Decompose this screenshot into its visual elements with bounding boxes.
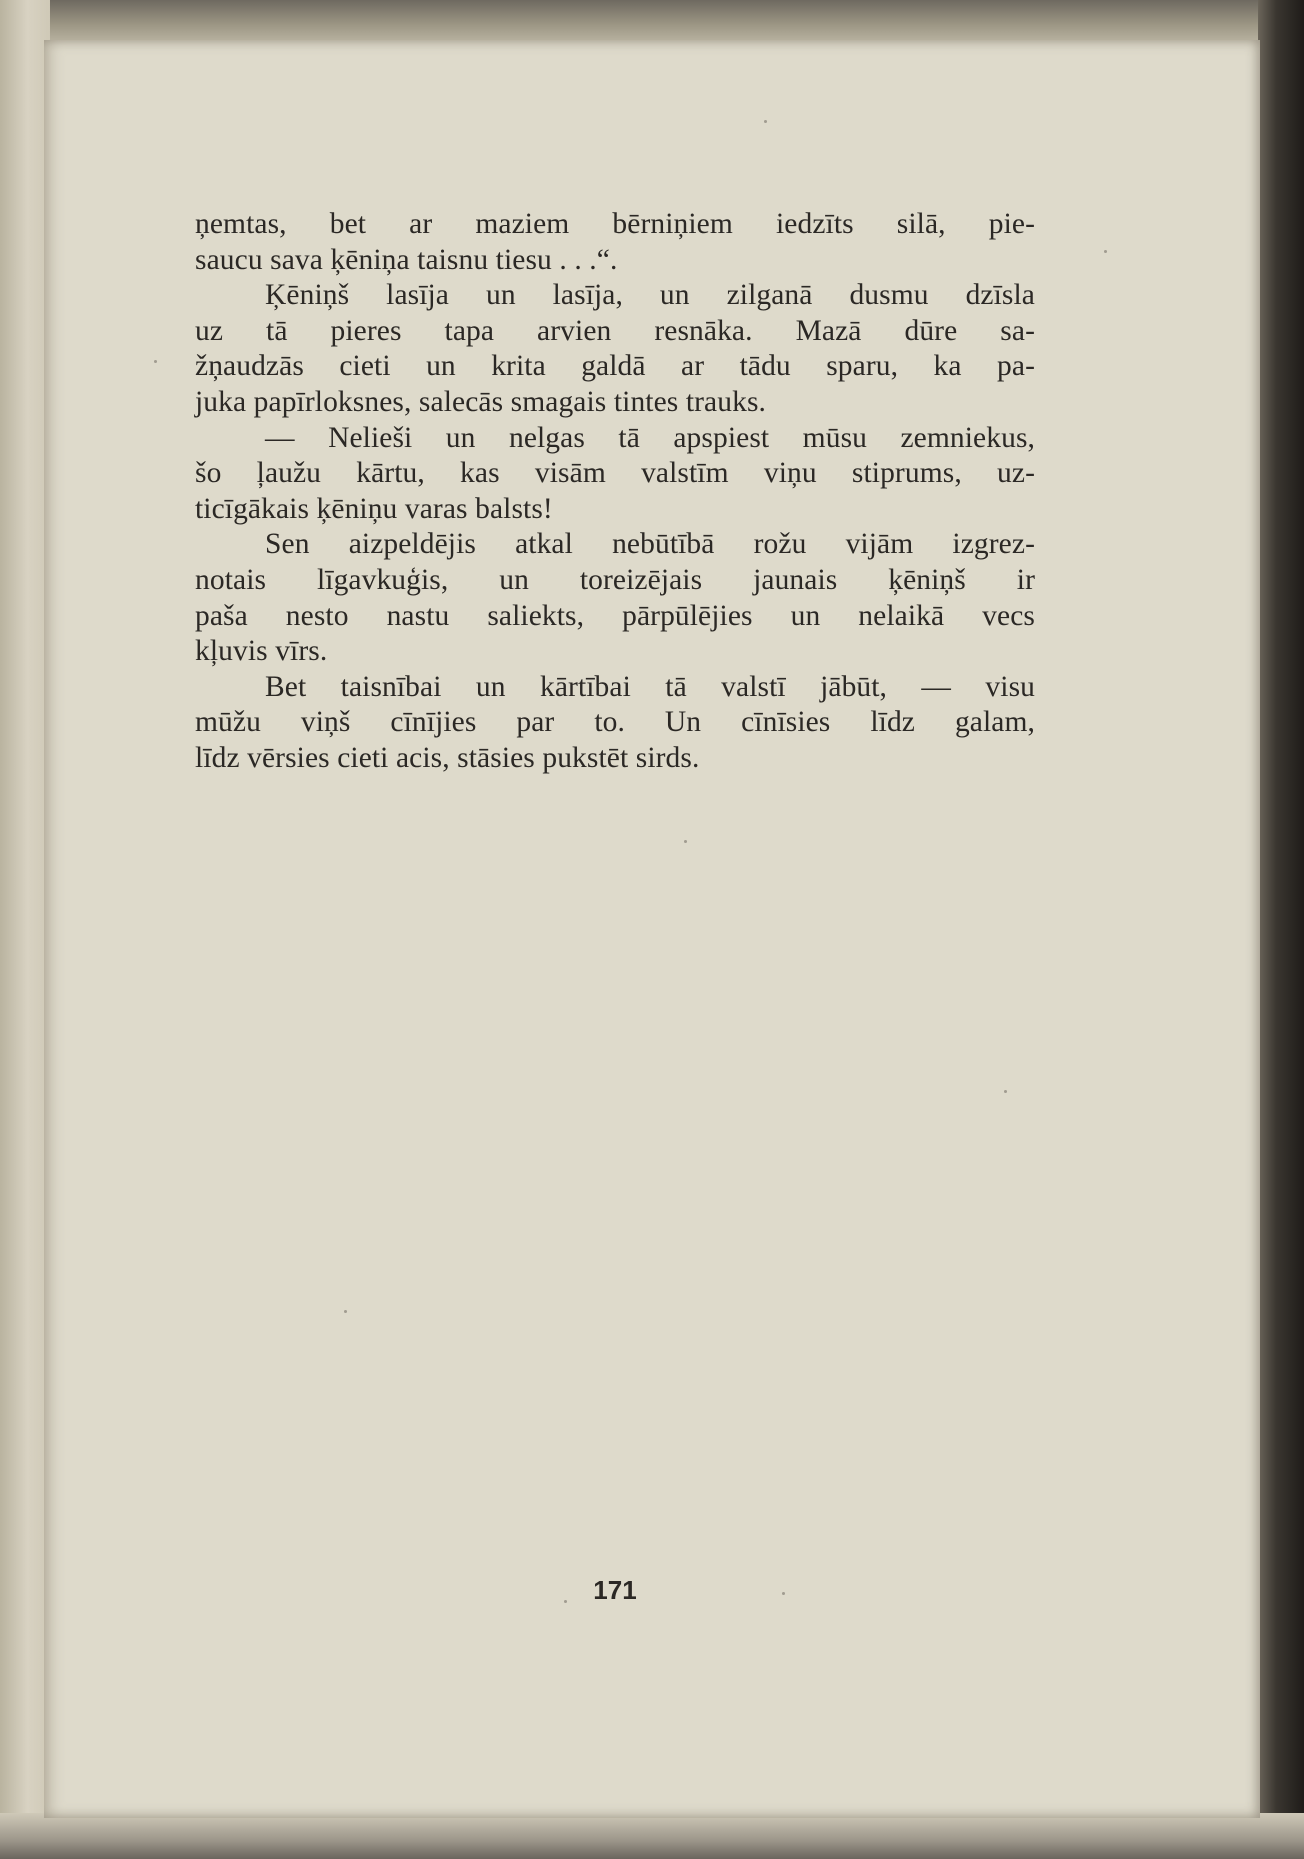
text-line: ticīgākais ķēniņu varas balsts! (195, 492, 553, 525)
text-line: paša nesto nastu saliekts, pārpūlējies un nelaikā vecs (195, 599, 1035, 632)
text-line: saucu sava ķēniņa taisnu tiesu . . .“. (195, 243, 618, 276)
book-edge-bottom (0, 1813, 1304, 1859)
text-line: notais līgavkuģis, un toreizējais jaunais ķēniņš ir (195, 563, 1035, 596)
paper-speck (564, 1600, 567, 1603)
text-line: uz tā pieres tapa arvien resnāka. Mazā dūre sa- (195, 314, 1035, 347)
paper-speck (764, 120, 767, 123)
paper-speck (1004, 1090, 1007, 1093)
paper-speck (344, 1310, 347, 1313)
text-line: Sen aizpeldējis atkal nebūtībā rožu vijām izgrez- (265, 528, 1035, 561)
text-line: šo ļaužu kārtu, kas visām valstīm viņu stiprums, uz- (195, 457, 1035, 490)
page-number: 171 (593, 1575, 637, 1605)
text-line: līdz vērsies cieti acis, stāsies pukstēt sirds. (195, 741, 700, 774)
paper-speck (782, 1592, 785, 1595)
text-line: Bet taisnībai un kārtībai tā valstī jābūt, — visu (265, 670, 1035, 703)
text-line: mūžu viņš cīnījies par to. Un cīnīsies līdz galam, (195, 706, 1035, 739)
paper-speck (684, 840, 687, 843)
text-line: žņaudzās cieti un krita galdā ar tādu sparu, ka pa- (195, 350, 1035, 383)
body-text (195, 207, 1035, 777)
book-cover-right (1258, 0, 1304, 1859)
text-line: ņemtas, bet ar maziem bērniņiem iedzīts silā, pie- (195, 208, 1035, 240)
book-edge-left (0, 0, 50, 1859)
text-line: Ķēniņš lasīja un lasīja, un zilganā dusmu dzīsla (265, 279, 1035, 312)
text-line: kļuvis vīrs. (195, 635, 328, 668)
text-line: — Nelieši un nelgas tā apspiest mūsu zemniekus, (265, 421, 1035, 454)
paper-speck (154, 360, 157, 363)
text-line: juka papīrloksnes, salecās smagais tintes trauks. (195, 385, 767, 418)
paper-speck (1104, 250, 1107, 253)
